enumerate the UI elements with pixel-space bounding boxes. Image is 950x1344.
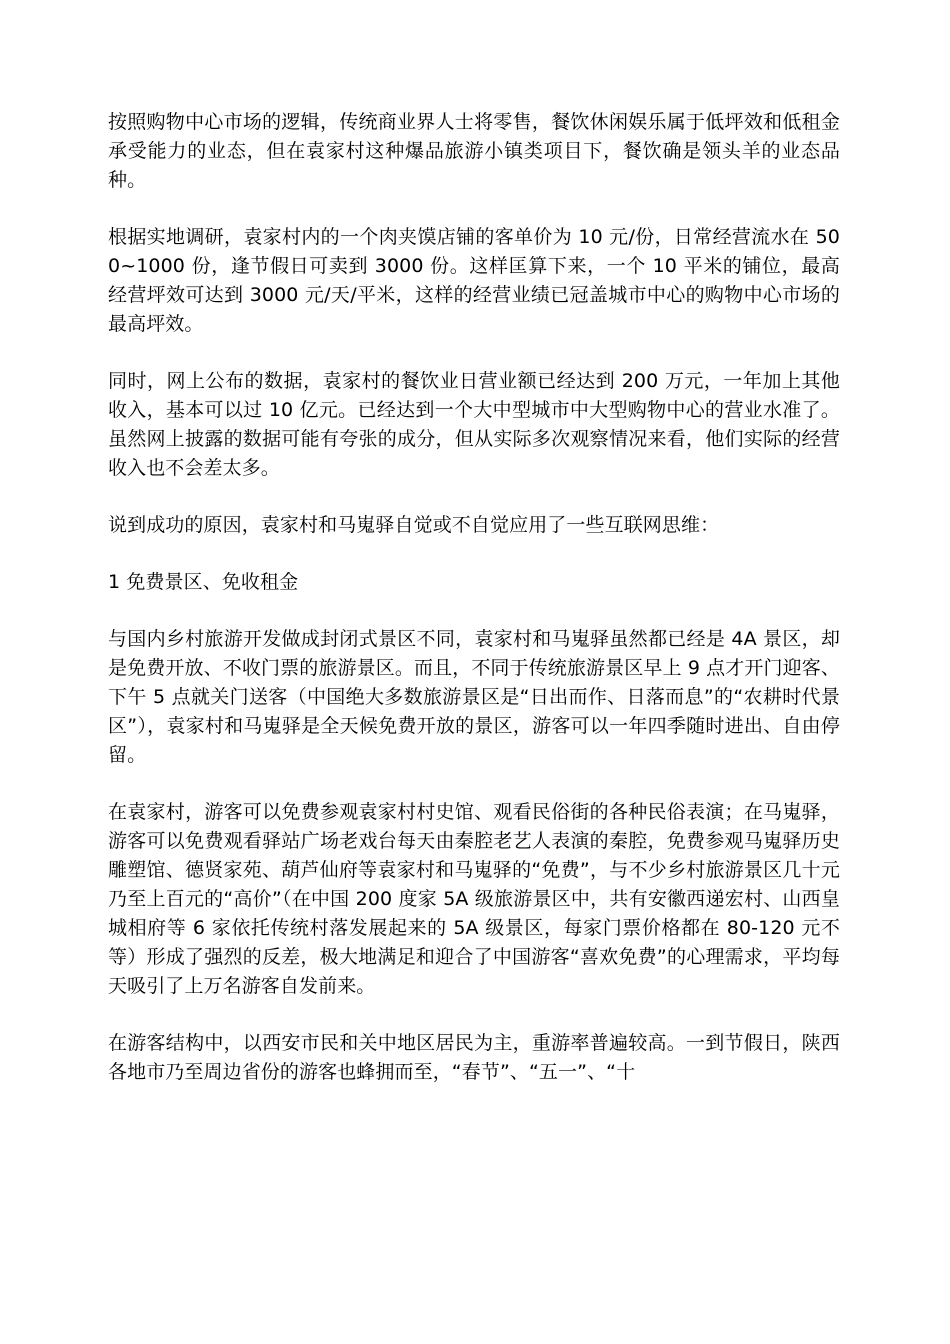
paragraph-revenue: 同时，网上公布的数据，袁家村的餐饮业日营业额已经达到 200 万元，一年加上其他收入，基本可以过 10 亿元。已经达到一个大中型城市中大型购物中心的营业水准了。虽然网上披露的数据可能有夸张的成分，但从实际多次观察情况来看，他们实际的经营收入也不会差太多。 <box>108 370 840 479</box>
paragraph-free-attractions: 在袁家村，游客可以免费参观袁家村村史馆、观看民俗街的各种民俗表演；在马嵬驿，游客可以免费观看驿站广场老戏台每天由秦腔老艺人表演的秦腔，免费参观马嵬驿历史雕塑馆、德贤家苑、葫芦仙府等袁家村和马嵬驿的“免费”，与不少乡村旅游景区几十元乃至上百元的“高价”（在中国 200 度家 5A 级旅游景区中，共有安徽西递宏村、山西皇城相府等 6 家依托传统村落发展起来的 5A 级景区，每家门票价格都在 80-120 元不等）形成了强烈的反差，极大地满足和迎合了中国游客“喜欢免费”的心理需求，平均每天吸引了上万名游客自发前来。 <box>108 801 840 997</box>
paragraph-survey: 根据实地调研，袁家村内的一个肉夹馍店铺的客单价为 10 元/份，日常经营流水在 500~1000 份，逢节假日可卖到 3000 份。这样匡算下来，一个 10 平米的铺位，最高经营坪效可达到 3000 元/天/平米，这样的经营业绩已冠盖城市中心的购物中心市场的最高坪效。 <box>108 226 840 335</box>
paragraph-intro: 按照购物中心市场的逻辑，传统商业界人士将零售，餐饮休闲娱乐属于低坪效和低租金承受能力的业态，但在袁家村这种爆品旅游小镇类项目下，餐饮确是领头羊的业态品种。 <box>108 111 840 191</box>
section-heading-free-scenic: 1 免费景区、免收租金 <box>108 571 299 593</box>
paragraph-visitor-structure: 在游客结构中，以西安市民和关中地区居民为主，重游率普遍较高。一到节假日，陕西各地市乃至周边省份的游客也蜂拥而至，“春节”、“五一”、“十 <box>108 1032 840 1083</box>
paragraph-free-open: 与国内乡村旅游开发做成封闭式景区不同，袁家村和马嵬驿虽然都已经是 4A 景区，却是免费开放、不收门票的旅游景区。而且，不同于传统旅游景区早上 9 点才开门迎客、下午 5 点就关门送客（中国绝大多数旅游景区是“日出而作、日落而息”的“农耕时代景区”），袁家村和马嵬驿是全天候免费开放的景区，游客可以一年四季随时进出、自由停留。 <box>108 628 840 766</box>
paragraph-reasons: 说到成功的原因，袁家村和马嵬驿自觉或不自觉应用了一些互联网思维： <box>108 514 720 536</box>
document-page <box>108 108 840 1115</box>
